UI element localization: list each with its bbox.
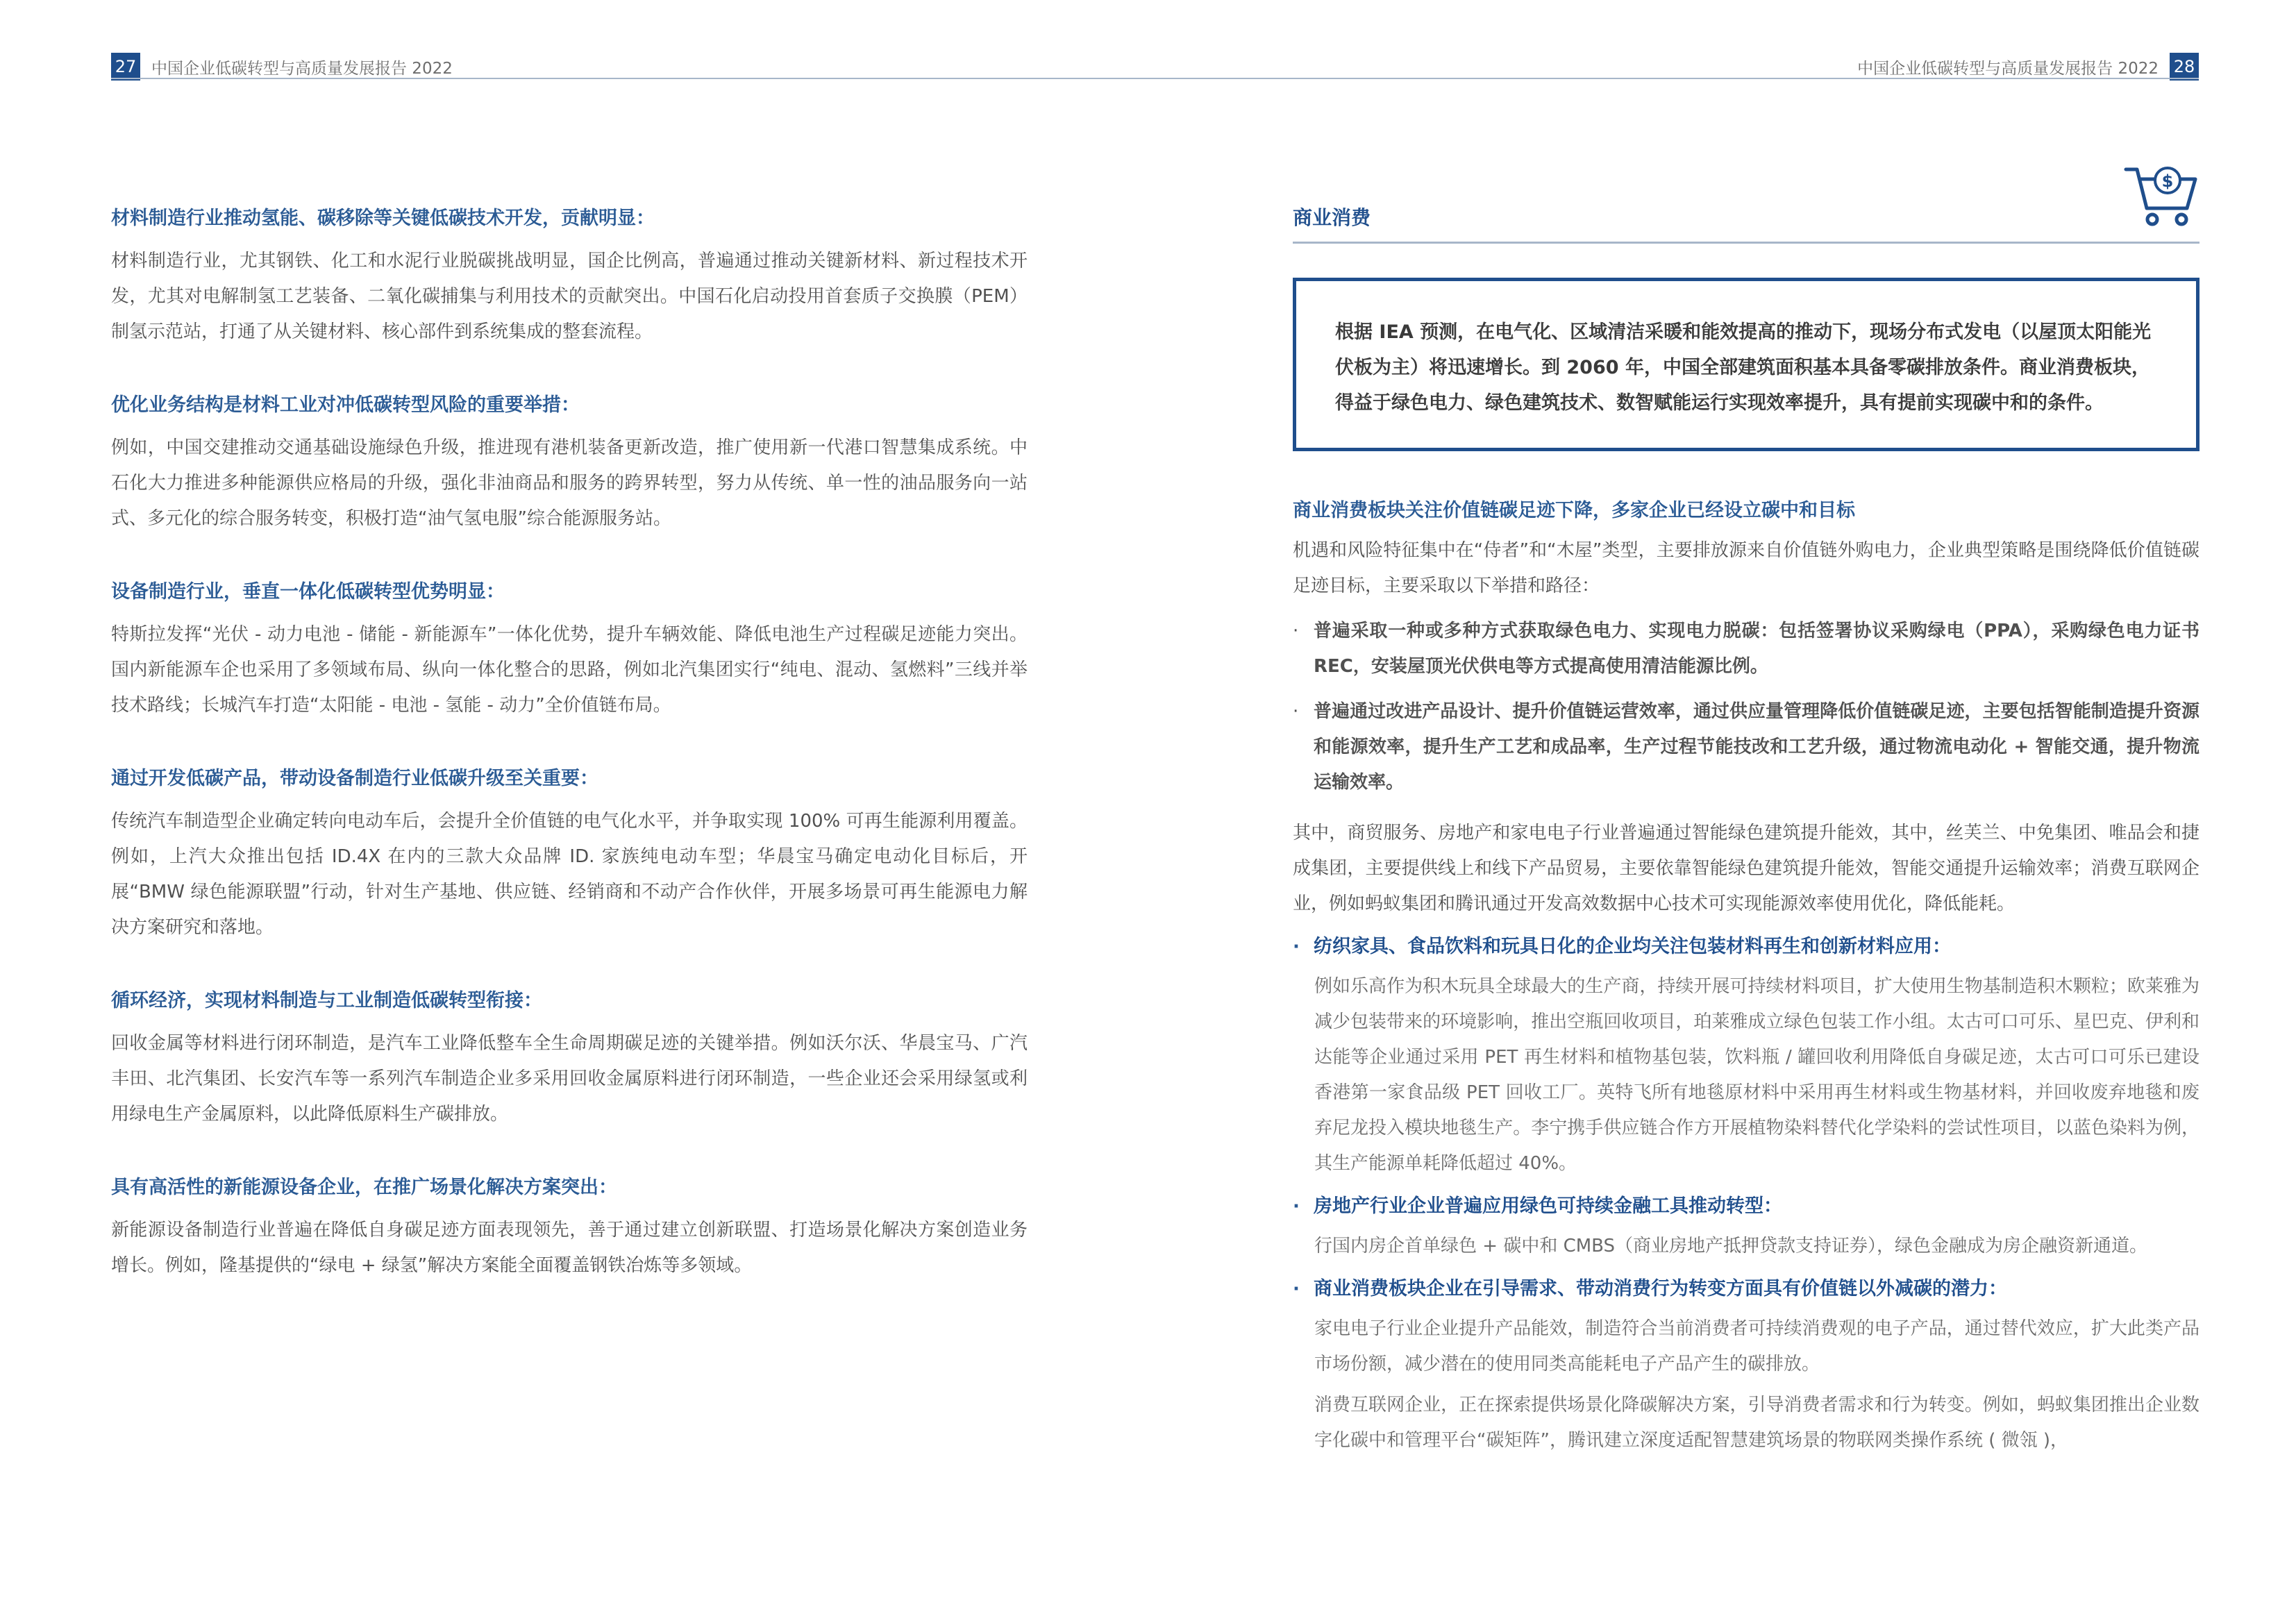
body-paragraph: 其中，商贸服务、房地产和家电电子行业普遍通过智能绿色建筑提升能效，其中，丝芙兰、中免集团、唯品会和捷成集团，主要提供线上和线下产品贸易，主要依靠智能绿色建筑提升能效，智能交通提升运输效率；消费互联网企业，例如蚂蚁集团和腾讯通过开发高效数据中心技术可实现能源效率使用优化，降低能耗。 — [1293, 823, 2199, 914]
section — [111, 1174, 1028, 1284]
bullet-text: 普遍通过改进产品设计、提升价值链运营效率，通过供应量管理降低价值链碳足迹，主要包括智能制造提升资源和能源效率，提升生产工艺和成品率，生产过程节能技改和工艺升级，通过物流电动化 + 智能交通，提升物流运输效率。 — [1314, 701, 2199, 793]
header-rule — [111, 78, 1148, 79]
right-body-flow — [1293, 494, 2199, 1464]
intro-paragraph: 机遇和风险特征集中在“侍者”和“木屋”类型，主要排放源来自价值链外购电力，企业典型策略是围绕降低价值链碳足迹目标，主要采取以下举措和路径： — [1293, 540, 2199, 596]
header-rule — [1148, 78, 2199, 79]
bullet-item — [1293, 694, 2199, 800]
bullet-subsection — [1293, 1188, 2199, 1264]
shopping-cart-dollar-icon — [2123, 160, 2199, 229]
running-header — [111, 53, 453, 81]
callout-text: 根据 IEA 预测，在电气化、区域清洁采暖和能效提高的推动下，现场分布式发电（以屋顶太阳能光伏板为主）将迅速增长。到 2060 年，中国全部建筑面积基本具备零碳排放条件。商业消费板块，得益于绿色电力、绿色建筑技术、数智赋能运行实现效率提升，具有提前实现碳中和的条件。 — [1335, 321, 2152, 414]
running-header — [1857, 53, 2199, 81]
bullet-marker: · — [1293, 936, 1300, 957]
running-title: 中国企业低碳转型与高质量发展报告 2022 — [1857, 59, 2159, 78]
section-heading: 通过开发低碳产品，带动设备制造行业低碳升级至关重要： — [111, 768, 598, 789]
subsection-paragraph: 行国内房企首单绿色 + 碳中和 CMBS（商业房地产抵押贷款支持证券），绿色金融成为房企融资新通道。 — [1314, 1236, 2148, 1256]
bullet-subsection — [1293, 929, 2199, 1181]
page-number-badge: 28 — [2170, 53, 2199, 81]
section-title-rule — [1293, 242, 2199, 244]
section — [111, 765, 1028, 945]
bullet-marker: · — [1293, 1196, 1300, 1217]
section-body: 例如，中国交建推动交通基础设施绿色升级，推进现有港机装备更新改造，推广使用新一代港口智慧集成系统。中石化大力推进多种能源供应格局的升级，强化非油商品和服务的跨界转型，努力从传统、单一性的油品服务向一站式、多元化的综合服务转变，积极打造“油气氢电服”综合能源服务站。 — [111, 437, 1028, 529]
bullet-marker: · — [1293, 701, 1299, 722]
subsection-paragraph: 家电电子行业企业提升产品能效，制造符合当前消费者可持续消费观的电子产品，通过替代效应，扩大此类产品市场份额，减少潜在的使用同类高能耗电子产品产生的碳排放。 — [1314, 1318, 2199, 1374]
page-number-badge: 27 — [111, 53, 140, 81]
section — [111, 205, 1028, 350]
section-heading: 循环经济，实现材料制造与工业制造低碳转型衔接： — [111, 990, 542, 1011]
bullet-item — [1293, 614, 2199, 684]
bullet-subsection-heading: · 商业消费板块企业在引导需求、带动消费行为转变方面具有价值链以外减碳的潜力： — [1293, 1271, 2199, 1307]
subsection-paragraph: 消费互联网企业，正在探索提供场景化降碳解决方案，引导消费者需求和行为转变。例如，蚂蚁集团推出企业数字化碳中和管理平台“碳矩阵”，腾讯建立深度适配智慧建筑场景的物联网类操作系统 ( 微瓴 )， — [1314, 1395, 2199, 1451]
running-title: 中国企业低碳转型与高质量发展报告 2022 — [151, 59, 453, 78]
section-body: 材料制造行业，尤其钢铁、化工和水泥行业脱碳挑战明显，国企比例高，普遍通过推动关键新材料、新过程技术开发，尤其对电解制氢工艺装备、二氧化碳捕集与利用技术的贡献突出。中国石化启动投用首套质子交换膜（PEM）制氢示范站，打通了从关键材料、核心部件到系统集成的整套流程。 — [111, 251, 1028, 342]
section — [111, 578, 1028, 723]
bullet-subsection-heading: · 房地产行业企业普遍应用绿色可持续金融工具推动转型： — [1293, 1188, 2199, 1225]
section-heading: 设备制造行业，垂直一体化低碳转型优势明显： — [111, 581, 505, 603]
section — [111, 987, 1028, 1132]
section-body: 特斯拉发挥“光伏 - 动力电池 - 储能 - 新能源车”一体化优势，提升车辆效能、降低电池生产过程碳足迹能力突出。国内新能源车企也采用了多领域布局、纵向一体化整合的思路，例如北汽集团实行“纯电、混动、氢燃料”三线并举技术路线；长城汽车打造“太阳能 - 电池 - 氢能 - 动力”全价值链布局。 — [111, 624, 1028, 716]
callout-box — [1293, 278, 2199, 451]
bullet-subsection-heading: · 纺织家具、食品饮料和玩具日化的企业均关注包装材料再生和创新材料应用： — [1293, 929, 2199, 965]
section-title: 商业消费 — [1293, 206, 1371, 229]
section-body: 新能源设备制造行业普遍在降低自身碳足迹方面表现领先，善于通过建立创新联盟、打造场景化解决方案创造业务增长。例如，隆基提供的“绿电 + 绿氢”解决方案能全面覆盖钢铁冶炼等多领域。 — [111, 1220, 1028, 1276]
section-body: 传统汽车制造型企业确定转向电动车后，会提升全价值链的电气化水平，并争取实现 100% 可再生能源利用覆盖。例如，上汽大众推出包括 ID.4X 在内的三款大众品牌 ID. 家族纯电动车型；华晨宝马确定电动化目标后，开展“BMW 绿色能源联盟”行动，针对生产基地、供应链、经销商和不动产合作伙伴，开展多场景可再生能源电力解决方案研究和落地。 — [111, 811, 1028, 938]
section-heading: 优化业务结构是材料工业对冲低碳转型风险的重要举措： — [111, 394, 580, 416]
section-body: 回收金属等材料进行闭环制造，是汽车工业降低整车全生命周期碳足迹的关键举措。例如沃尔沃、华晨宝马、广汽丰田、北汽集团、长安汽车等一系列汽车制造企业多采用回收金属原料进行闭环制造，一些企业还会采用绿氢或利用绿电生产金属原料，以此降低原料生产碳排放。 — [111, 1033, 1028, 1125]
bullet-marker: · — [1293, 621, 1299, 641]
section-title-bar — [1293, 160, 2199, 244]
section-heading: 具有高活性的新能源设备企业，在推广场景化解决方案突出： — [111, 1177, 617, 1198]
bullet-marker: · — [1293, 1279, 1300, 1300]
section — [111, 392, 1028, 537]
bullet-subsection — [1293, 1271, 2199, 1458]
right-page — [1148, 0, 2296, 1623]
left-content — [111, 205, 1028, 1325]
bullet-text: 普遍采取一种或多种方式获取绿色电力、实现电力脱碳：包括签署协议采购绿电（PPA），采购绿色电力证书 REC，安装屋顶光伏供电等方式提高使用清洁能源比例。 — [1314, 621, 2199, 677]
section-heading: 材料制造行业推动氢能、碳移除等关键低碳技术开发，贡献明显： — [111, 208, 655, 229]
subsection-paragraph: 例如乐高作为积木玩具全球最大的生产商，持续开展可持续材料项目，扩大使用生物基制造积木颗粒；欧莱雅为减少包装带来的环境影响，推出空瓶回收项目，珀莱雅成立绿色包装工作小组。太古可口可乐、星巴克、伊利和达能等企业通过采用 PET 再生材料和植物基包装，饮料瓶 / 罐回收利用降低自身碳足迹，太古可口可乐已建设香港第一家食品级 PET 回收工厂。英特飞所有地毯原材料中采用再生材料或生物基材料，并回收废弃地毯和废弃尼龙投入模块地毯生产。李宁携手供应链合作方开展植物染料替代化学染料的尝试性项目，以蓝色染料为例，其生产能源单耗降低超过 40%。 — [1314, 976, 2199, 1174]
subsection-heading: 商业消费板块关注价值链碳足迹下降，多家企业已经设立碳中和目标 — [1293, 500, 1855, 521]
svg-text:$: $ — [2161, 171, 2174, 191]
